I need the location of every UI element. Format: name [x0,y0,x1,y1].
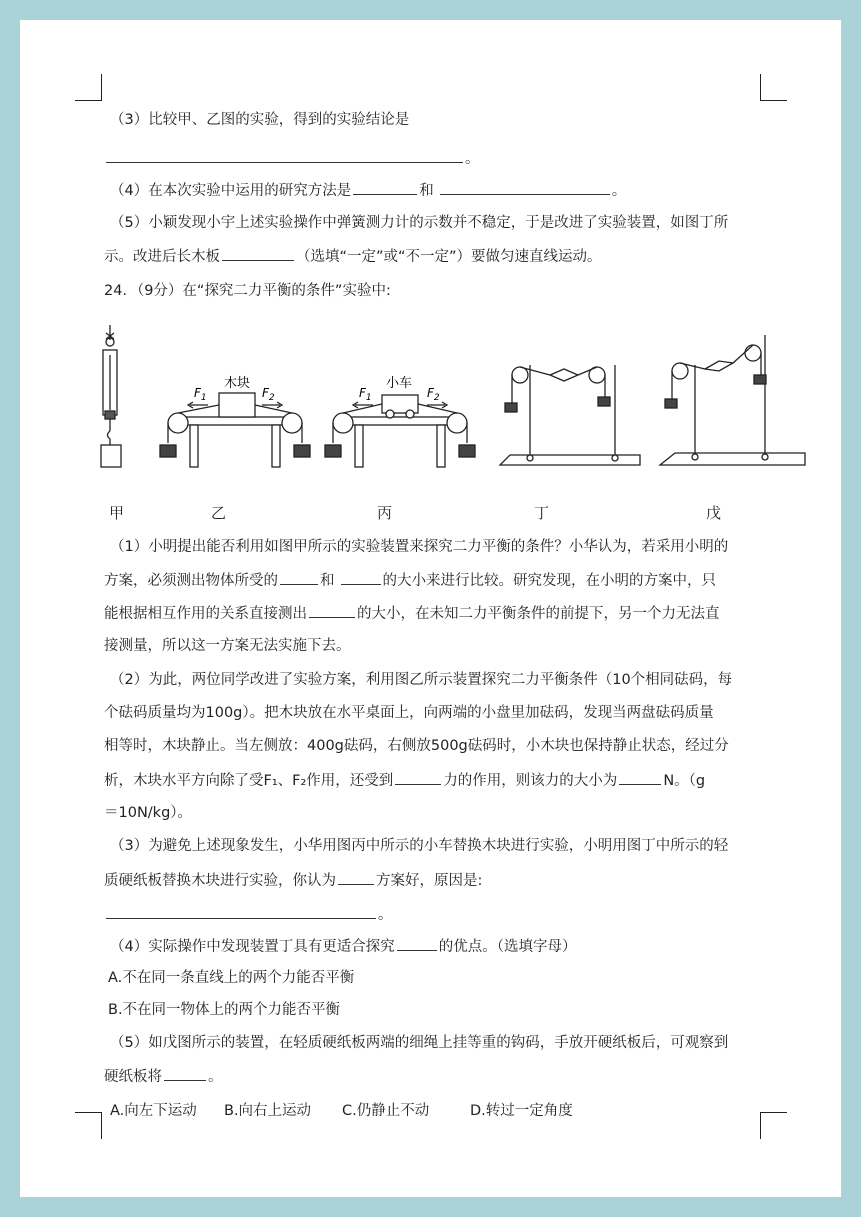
option-c: C.仍静止不动 [342,1103,430,1119]
q24-part2-line1: （2）为此，两位同学改进了实验方案，利用图乙所示装置探究二力平衡条件（10个相同砝码，每 [110,672,733,688]
force-f2-label-cart: $F_2$ [427,386,440,403]
option-b: B.向右上运动 [224,1103,312,1119]
force-f2-label-block: $F_2$ [262,386,275,403]
q24-part1-line1: （1）小明提出能否利用如图甲所示的实验装置来探究二力平衡的条件？小华认为，若采用小明的 [110,539,729,555]
q24-part3-answer-line: 。 [104,904,393,925]
cart-label: 小车 [386,376,413,391]
q24-part2-line4: 析，木块水平方向除了受F₁、F₂作用，还受到 力的作用，则该力的大小为 N。（g [104,770,705,791]
crop-mark-top-left [75,74,102,101]
q23-part3-answer-line: 。 [104,148,480,169]
document-page [20,20,841,1197]
crop-mark-bottom-left [75,1112,102,1139]
option-a: A.向左下运动 [110,1103,197,1119]
q24-part4-option-b: B.不在同一物体上的两个力能否平衡 [108,1002,341,1018]
q24-part4-option-a: A.不在同一条直线上的两个力能否平衡 [108,970,355,986]
cardboard-stand-figure [500,365,640,465]
q24-part3-line1: （3）为避免上述现象发生，小华用图丙中所示的小车替换木块进行实验，小明用图丁中所示的轻 [110,838,729,854]
caption-bing: 丙 [377,504,393,522]
caption-jia: 甲 [109,504,125,522]
q23-part3: （3）比较甲、乙图的实验，得到的实验结论是 [110,112,410,128]
q23-part5-line2: 示。改进后长木板 （选填“一定”或“不一定”）要做匀速直线运动。 [104,246,602,267]
crop-mark-top-right [760,74,787,101]
q23-part4: （4）在本次实验中运用的研究方法是 和 。 [110,180,626,201]
q24-part5-options [110,1101,573,1121]
q24-part1-line2: 方案，必须测出物体所受的 和 的大小来进行比较。研究发现，在小明的方案中，只 [104,570,716,591]
option-d: D.转过一定角度 [470,1103,573,1119]
block-label: 木块 [224,376,251,391]
force-f1-label-block: $F_1$ [194,386,207,403]
q24-part5-line2: 硬纸板将 。 [104,1066,223,1087]
spring-scale-figure [101,325,121,467]
q24-part2-line3: 相等时，木块静止。当左侧放：400g砝码，右侧放500g砝码时，小木块也保持静止状态，经过分 [104,738,729,754]
force-f1-label-cart: $F_1$ [359,386,372,403]
q24-part1-line4: 接测量，所以这一方案无法实施下去。 [104,638,351,654]
q24-part2-line5: ＝10N/kg）。 [104,805,193,821]
crop-mark-bottom-right [760,1112,787,1139]
cart-table-figure [325,395,475,467]
caption-wu: 戊 [706,504,722,522]
rotated-cardboard-figure [660,335,805,465]
block-table-figure [160,393,310,467]
caption-yi: 乙 [211,504,227,522]
q23-part5-line1: （5）小颖发现小宇上述实验操作中弹簧测力计的示数并不稳定，于是改进了实验装置，如图丁所 [110,215,729,231]
q24-heading: 24．（9分）在“探究二力平衡的条件”实验中: [104,283,391,299]
experiment-figure [100,325,810,495]
q24-part2-line2: 个砝码质量均为100g）。把木块放在水平桌面上，向两端的小盘里加砝码，发现当两盘砝码质量 [104,705,714,721]
q24-part1-line3: 能根据相互作用的关系直接测出 的大小，在未知二力平衡条件的前提下，另一个力无法直 [104,603,720,624]
caption-ding: 丁 [534,504,550,522]
q24-part5-line1: （5）如戊图所示的装置，在轻质硬纸板两端的细绳上挂等重的钩码，手放开硬纸板后，可观察到 [110,1035,729,1051]
q24-part4: （4）实际操作中发现装置丁具有更适合探究 的优点。（选填字母） [110,936,576,957]
q24-part3-line2: 质硬纸板替换木块进行实验，你认为 方案好，原因是: [104,870,482,891]
